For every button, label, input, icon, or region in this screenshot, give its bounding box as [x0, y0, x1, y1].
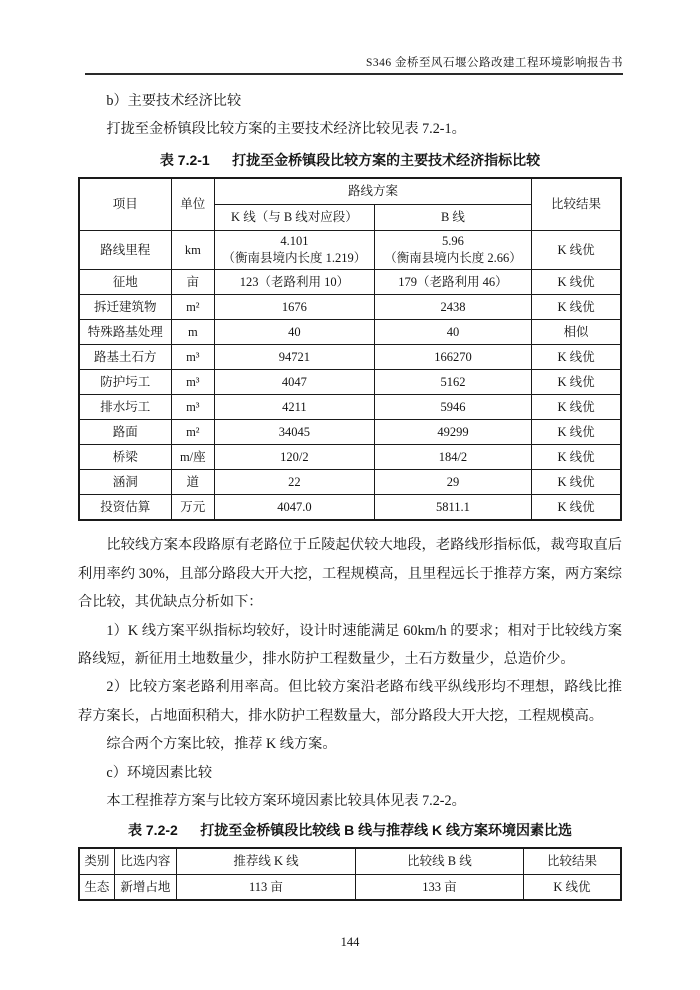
cell-b-value: 5162 — [374, 370, 531, 395]
table2-header-category: 类别 — [79, 848, 114, 875]
table2-caption-label: 表 7.2-2 — [128, 822, 178, 839]
table1-header-scheme-group: 路线方案 — [214, 178, 531, 205]
cell-unit: 道 — [171, 470, 214, 495]
cell-b-value: 166270 — [374, 345, 531, 370]
cell-b-main: 5.96 — [442, 234, 464, 249]
cell-k-value: 123（老路利用 10） — [214, 270, 374, 295]
cell-item: 防护圬工 — [79, 370, 171, 395]
table-7-2-1 — [78, 177, 622, 521]
cell-result: K 线优 — [523, 875, 621, 901]
cell-unit: m³ — [171, 370, 214, 395]
cell-result: K 线优 — [532, 270, 621, 295]
cell-unit: m³ — [171, 345, 214, 370]
cell-result: K 线优 — [532, 395, 621, 420]
cell-item: 投资估算 — [79, 495, 171, 521]
cell-result: K 线优 — [532, 370, 621, 395]
section-heading-b: b）主要技术经济比较 — [106, 93, 242, 109]
cell-k-value: 4047 — [214, 370, 374, 395]
cell-category: 生态 — [79, 875, 114, 901]
cell-unit: m/座 — [171, 445, 214, 470]
page-footer — [0, 935, 700, 950]
table-row — [79, 395, 621, 420]
cell-result: 相似 — [532, 320, 621, 345]
paragraph-b-line-cons: 2）比较方案老路利用率高。但比较方案沿老路布线平纵线形均不理想，路线比推荐方案长，占地面积稍大，排水防护工程数量大，部分路段大开大挖，工程规模高。 — [78, 679, 622, 724]
table1-header-item: 项目 — [79, 178, 171, 231]
cell-k-value: 4047.0 — [214, 495, 374, 521]
cell-unit: km — [171, 231, 214, 270]
cell-b-value: 49299 — [374, 420, 531, 445]
table1-header-k: K 线（与 B 线对应段） — [214, 205, 374, 231]
cell-b-value: 133 亩 — [355, 875, 523, 901]
cell-k-value: 113 亩 — [177, 875, 356, 901]
cell-k-value: 94721 — [214, 345, 374, 370]
table-row — [79, 231, 621, 270]
table-row — [79, 445, 621, 470]
cell-item: 特殊路基处理 — [79, 320, 171, 345]
cell-b-value: 5811.1 — [374, 495, 531, 521]
cell-unit: 亩 — [171, 270, 214, 295]
paragraph-env-intro: 本工程推荐方案与比较方案环境因素比较具体见表 7.2-2。 — [106, 792, 466, 809]
cell-unit: m — [171, 320, 214, 345]
cell-unit: 万元 — [171, 495, 214, 521]
cell-item: 桥梁 — [79, 445, 171, 470]
cell-result: K 线优 — [532, 495, 621, 521]
table-7-2-2 — [78, 847, 622, 901]
table2-caption-title: 打拢至金桥镇段比较线 B 线与推荐线 K 线方案环境因素比选 — [200, 822, 572, 839]
cell-item: 涵洞 — [79, 470, 171, 495]
cell-item: 路基土石方 — [79, 345, 171, 370]
cell-k-value: 34045 — [214, 420, 374, 445]
cell-item: 排水圬工 — [79, 395, 171, 420]
cell-k-note: （衡南县境内长度 1.219） — [222, 251, 367, 266]
cell-k-value — [214, 231, 374, 270]
table-row — [79, 470, 621, 495]
cell-item: 征地 — [79, 270, 171, 295]
cell-k-value: 40 — [214, 320, 374, 345]
cell-b-value — [374, 231, 531, 270]
page-number: 144 — [340, 935, 360, 949]
cell-unit: m² — [171, 420, 214, 445]
table-row — [79, 370, 621, 395]
table-row — [79, 495, 621, 521]
table-row — [79, 320, 621, 345]
cell-k-value: 4211 — [214, 395, 374, 420]
cell-result: K 线优 — [532, 420, 621, 445]
intro-paragraph: 打拢至金桥镇段比较方案的主要技术经济比较见表 7.2-1。 — [106, 121, 466, 137]
cell-content: 新增占地 — [114, 875, 176, 901]
cell-k-value: 22 — [214, 470, 374, 495]
table-row — [79, 875, 621, 901]
cell-k-value: 1676 — [214, 295, 374, 320]
table2-caption — [78, 820, 622, 840]
table-row — [79, 345, 621, 370]
page-header — [85, 56, 623, 75]
table-row — [79, 420, 621, 445]
table1-caption-title: 打拢至金桥镇段比较方案的主要技术经济指标比较 — [232, 152, 541, 169]
cell-b-value: 2438 — [374, 295, 531, 320]
cell-result: K 线优 — [532, 470, 621, 495]
table2-header-b: 比较线 B 线 — [355, 848, 523, 875]
paragraph-k-line-pros: 1）K 线方案平纵指标均较好，设计时速能满足 60km/h 的要求；相对于比较线方案路线短，新征用土地数量少，排水防护工程数量少，土石方数量少，总造价少。 — [78, 622, 622, 668]
table1-caption-label: 表 7.2-1 — [159, 152, 210, 169]
cell-item: 拆迁建筑物 — [79, 295, 171, 320]
cell-b-note: （衡南县境内长度 2.66） — [384, 251, 522, 266]
table1-header-unit: 单位 — [171, 178, 214, 231]
cell-result: K 线优 — [532, 445, 621, 470]
paragraph-comparison-overview: 比较线方案本段路原有老路位于丘陵起伏较大地段，老路线形指标低，裁弯取直后利用率约 30%，且部分路段大开大挖，工程规模高，且里程远长于推荐方案，两方案综合比较，其优缺点分析如下： — [78, 537, 622, 611]
section-heading-c: c）环境因素比较 — [106, 764, 213, 781]
cell-item: 路面 — [79, 420, 171, 445]
cell-unit: m² — [171, 295, 214, 320]
header-title: S346 金桥至风石堰公路改建工程环境影响报告书 — [365, 57, 623, 69]
cell-b-value: 5946 — [374, 395, 531, 420]
cell-b-value: 40 — [374, 320, 531, 345]
cell-result: K 线优 — [532, 231, 621, 270]
table1-header-b: B 线 — [374, 205, 531, 231]
table2-header-k: 推荐线 K 线 — [177, 848, 356, 875]
table1-caption — [78, 150, 622, 170]
page-content — [78, 87, 622, 901]
cell-b-value: 179（老路利用 46） — [374, 270, 531, 295]
cell-b-value: 29 — [374, 470, 531, 495]
table1-header-result: 比较结果 — [532, 178, 621, 231]
table2-header-result: 比较结果 — [523, 848, 621, 875]
cell-k-main: 4.101 — [280, 234, 309, 249]
table2-header-row — [79, 848, 621, 875]
cell-item: 路线里程 — [79, 231, 171, 270]
cell-b-value: 184/2 — [374, 445, 531, 470]
cell-result: K 线优 — [532, 345, 621, 370]
table-row — [79, 295, 621, 320]
cell-result: K 线优 — [532, 295, 621, 320]
cell-unit: m³ — [171, 395, 214, 420]
table1-header-row-1 — [79, 178, 621, 205]
cell-k-value: 120/2 — [214, 445, 374, 470]
table2-header-content: 比选内容 — [114, 848, 176, 875]
table-row — [79, 270, 621, 295]
paragraph-recommendation: 综合两个方案比较，推荐 K 线方案。 — [106, 736, 337, 753]
